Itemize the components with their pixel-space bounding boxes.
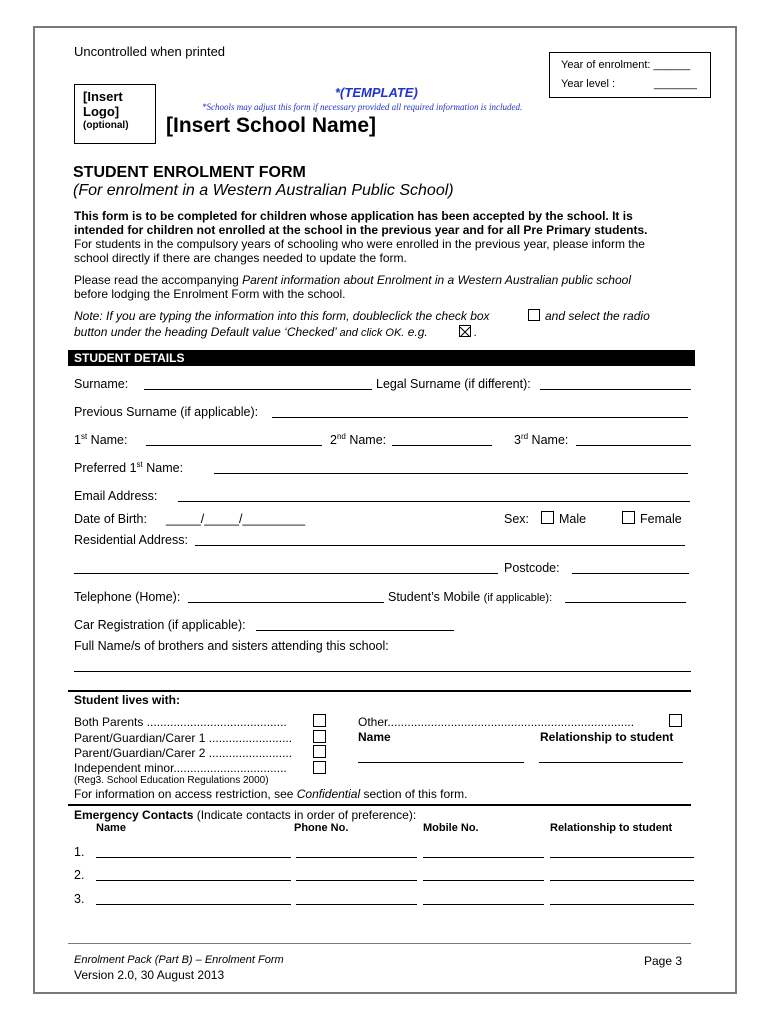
emergency-heading-note: (Indicate contacts in order of preference): [193, 808, 417, 822]
second-name-num: 2 [330, 433, 337, 447]
form-title: STUDENT ENROLMENT FORM [73, 164, 306, 181]
residential-label: Residential Address: [74, 533, 188, 547]
emergency-2-phone-field[interactable] [296, 880, 417, 881]
emergency-1-phone-field[interactable] [296, 857, 417, 858]
note-line2-eg: e.g. [407, 325, 428, 339]
emergency-1-mobile-field[interactable] [423, 857, 544, 858]
legal-surname-label: Legal Surname (if different): [376, 377, 531, 391]
other-checkbox[interactable] [669, 714, 682, 727]
emergency-3-relationship-field[interactable] [550, 904, 694, 905]
access-confidential: Confidential [296, 787, 361, 801]
access-restriction-note [74, 787, 468, 801]
other-label: Other.......................................................................... [358, 715, 635, 729]
year-level-field[interactable]: _______ [654, 78, 697, 90]
car-rego-field[interactable] [256, 630, 454, 631]
other-relationship-field[interactable] [539, 762, 683, 763]
siblings-field[interactable] [74, 671, 691, 672]
second-name-sup: nd [336, 431, 346, 441]
logo-line1: [Insert [83, 89, 123, 104]
both-parents-label: Both Parents .......................................... [74, 715, 287, 729]
access-text-b: section of this form. [360, 787, 468, 801]
second-name-field[interactable] [392, 445, 492, 446]
first-name-sup: st [80, 431, 88, 441]
legal-surname-field[interactable] [540, 389, 691, 390]
student-details-heading: STUDENT DETAILS [68, 350, 695, 366]
uncontrolled-note: Uncontrolled when printed [74, 44, 226, 59]
emergency-2-mobile-field[interactable] [423, 880, 544, 881]
both-parents-checkbox[interactable] [313, 714, 326, 727]
male-label: Male [559, 512, 587, 526]
emergency-3-name-field[interactable] [96, 904, 291, 905]
note-line1-b: and select the radio [545, 309, 650, 323]
emergency-2-relationship-field[interactable] [550, 880, 694, 881]
surname-label: Surname: [74, 377, 129, 391]
residential-field-1[interactable] [195, 545, 685, 546]
third-name-text: Name: [528, 433, 569, 447]
mobile-label-text: Student’s Mobile [388, 590, 481, 604]
divider-emergency [68, 804, 691, 806]
emergency-3-phone-field[interactable] [296, 904, 417, 905]
female-label: Female [640, 512, 682, 526]
emergency-col-name: Name [96, 822, 126, 834]
third-name-sup: rd [520, 431, 529, 441]
preferred-name-sup: st [136, 459, 143, 469]
logo-line2: Logo] [83, 104, 120, 119]
note-line2-b: and click OK. [339, 327, 405, 339]
emergency-heading [74, 808, 416, 822]
note-line2-end: . [474, 325, 478, 339]
third-name-num: 3 [514, 433, 521, 447]
first-name-text: Name: [87, 433, 128, 447]
sample-checked-checkbox[interactable] [459, 325, 471, 337]
page-number: Page 3 [644, 954, 683, 968]
emergency-3-mobile-field[interactable] [423, 904, 544, 905]
third-name-label [514, 433, 568, 447]
read-info-line [74, 273, 631, 287]
checked-x-icon [460, 327, 470, 337]
first-name-field[interactable] [146, 445, 322, 446]
preferred-name-field[interactable] [214, 473, 688, 474]
residential-field-2[interactable] [74, 573, 498, 574]
telephone-label: Telephone (Home): [74, 590, 181, 604]
mobile-label [388, 590, 552, 604]
dob-field[interactable]: _____/_____/_________ [166, 512, 306, 526]
email-field[interactable] [178, 501, 690, 502]
form-subtitle: (For enrolment in a Western Australian Public School) [73, 182, 454, 199]
footer-pack: Enrolment Pack (Part B) – Enrolment Form [74, 954, 284, 966]
footer-rule [68, 943, 691, 944]
postcode-label: Postcode: [504, 561, 560, 575]
telephone-field[interactable] [188, 602, 384, 603]
previous-surname-field[interactable] [272, 417, 688, 418]
footer-version: Version 2.0, 30 August 2013 [74, 968, 225, 982]
preferred-name-label [74, 461, 183, 475]
independent-checkbox[interactable] [313, 761, 326, 774]
divider-lives-with [68, 690, 691, 692]
dob-label: Date of Birth: [74, 512, 147, 526]
second-name-text: Name: [345, 433, 387, 447]
regulation-note: (Reg3. School Education Regulations 2000) [74, 775, 269, 786]
sample-checkbox[interactable] [528, 309, 540, 321]
intro-text-2: school directly if there are changes needed to update the form. [74, 251, 407, 265]
emergency-row-3-num: 3. [74, 892, 85, 906]
intro-text-1: For students in the compulsory years of schooling who were enrolled in the previous year, please inform the [74, 237, 645, 251]
car-rego-label: Car Registration (if applicable): [74, 618, 246, 632]
intro-bold-1: This form is to be completed for children whose application has been accepted by the school. It is [74, 209, 633, 223]
male-checkbox[interactable] [541, 511, 554, 524]
preferred-name-a: Preferred 1 [74, 461, 137, 475]
template-label: *(TEMPLATE) [335, 85, 418, 100]
parent-info-title: Parent information about Enrolment in a Western Australian public school [242, 273, 631, 287]
siblings-label: Full Name/s of brothers and sisters attending this school: [74, 639, 389, 653]
sex-label: Sex: [504, 512, 530, 526]
carer2-checkbox[interactable] [313, 745, 326, 758]
independent-label: Independent minor.................................. [74, 761, 287, 775]
year-level-label: Year level : [561, 78, 616, 90]
emergency-col-phone: Phone No. [294, 822, 349, 834]
previous-surname-label: Previous Surname (if applicable): [74, 405, 259, 419]
surname-field[interactable] [144, 389, 372, 390]
note-line1-a: Note: If you are typing the information into this form, doubleclick the check box [74, 309, 490, 323]
carer1-label: Parent/Guardian/Carer 1 ......................... [74, 731, 293, 745]
school-name: [Insert School Name] [166, 114, 377, 137]
preferred-name-b: Name: [142, 461, 184, 475]
second-name-label [330, 433, 386, 447]
carer2-label: Parent/Guardian/Carer 2 ......................... [74, 746, 293, 760]
emergency-row-2-num: 2. [74, 868, 85, 882]
other-name-col: Name [358, 730, 391, 744]
emergency-2-name-field[interactable] [96, 880, 291, 881]
lives-with-heading: Student lives with: [74, 693, 181, 707]
email-label: Email Address: [74, 489, 158, 503]
emergency-row-1-num: 1. [74, 845, 85, 859]
logo-placeholder [74, 84, 156, 144]
mobile-field[interactable] [565, 602, 686, 603]
emergency-col-relationship: Relationship to student [550, 822, 673, 834]
intro-bold-2: intended for children not enrolled at the school in the previous year and for all Pre Primary students. [74, 223, 648, 237]
emergency-1-relationship-field[interactable] [550, 857, 694, 858]
note-line2 [74, 325, 428, 339]
other-relationship-col: Relationship to student [540, 730, 674, 744]
read-info-line2: before lodging the Enrolment Form with the school. [74, 287, 346, 301]
first-name-label [74, 433, 127, 447]
access-text-a: For information on access restriction, see [74, 787, 297, 801]
emergency-col-mobile: Mobile No. [423, 822, 479, 834]
logo-optional: (optional) [83, 120, 129, 131]
read-info-text: Please read the accompanying [74, 273, 243, 287]
template-note: *Schools may adjust this form if necessary provided all required information is included. [202, 102, 523, 112]
emergency-1-name-field[interactable] [96, 857, 291, 858]
first-name-num: 1 [74, 433, 81, 447]
note-line2-a: button under the heading Default value ‘Checked’ [74, 325, 337, 339]
other-name-field[interactable] [358, 762, 524, 763]
year-of-enrolment-field[interactable]: Year of enrolment: ______ [561, 59, 691, 71]
postcode-field[interactable] [572, 573, 689, 574]
carer1-checkbox[interactable] [313, 730, 326, 743]
third-name-field[interactable] [576, 445, 691, 446]
female-checkbox[interactable] [622, 511, 635, 524]
year-info-box [549, 52, 711, 98]
mobile-if-applicable: (if applicable): [483, 592, 553, 604]
emergency-heading-text: Emergency Contacts [74, 808, 194, 822]
